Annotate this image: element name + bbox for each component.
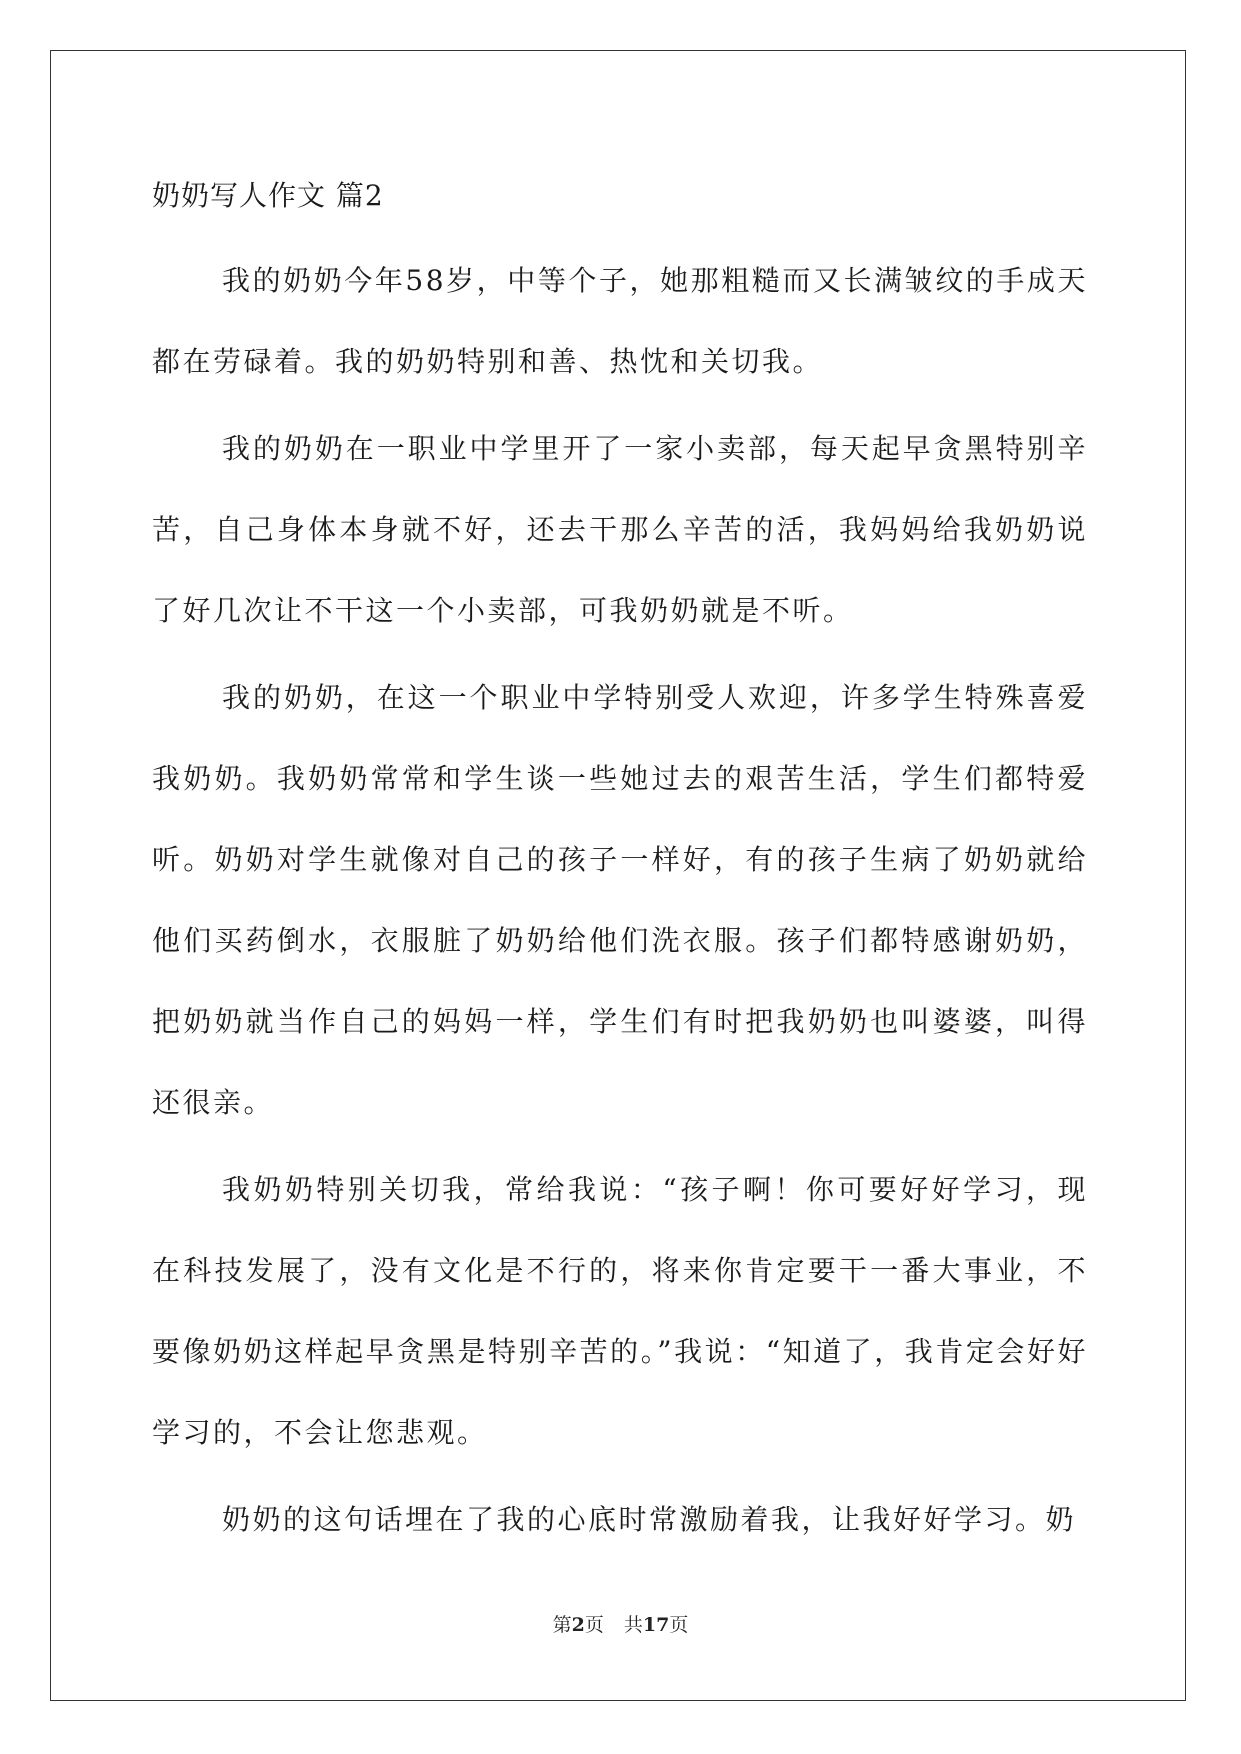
- page-number: 2: [571, 1614, 585, 1636]
- paragraph-5: 奶奶的这句话埋在了我的心底时常激励着我，让我好好学习。奶: [222, 1503, 1077, 1536]
- paragraph-1: 我的奶奶今年58岁，中等个子，她那粗糙而又长满皱纹的手成天都在劳碌着。我的奶奶特别和善、热忱和关切我。: [152, 264, 1088, 378]
- document-title: 奶奶写人作文 篇2: [152, 179, 384, 212]
- page-unit: 页: [584, 1614, 604, 1636]
- page-prefix: 第: [552, 1614, 572, 1636]
- page-footer: [0, 1610, 1241, 1637]
- total-prefix: 共: [623, 1614, 643, 1636]
- document-body: [152, 162, 1088, 1566]
- total-pages: 17: [642, 1614, 670, 1636]
- paragraph-4: 我奶奶特别关切我，常给我说：“孩子啊！你可要好好学习，现在科技发展了，没有文化是不行的，将来你肯定要干一番大事业，不要像奶奶这样起早贪黑是特别辛苦的。”我说：“知道了，我肯定会好好学习的，不会让您悲观。: [152, 1173, 1088, 1449]
- paragraph-2: 我的奶奶在一职业中学里开了一家小卖部，每天起早贪黑特别辛苦，自己身体本身就不好，还去干那么辛苦的活，我妈妈给我奶奶说了好几次让不干这一个小卖部，可我奶奶就是不听。: [152, 432, 1088, 627]
- total-unit: 页: [669, 1614, 689, 1636]
- paragraph-3: 我的奶奶，在这一个职业中学特别受人欢迎，许多学生特殊喜爱我奶奶。我奶奶常常和学生谈一些她过去的艰苦生活，学生们都特爱听。奶奶对学生就像对自己的孩子一样好，有的孩子生病了奶奶就给他们买药倒水，衣服脏了奶奶给他们洗衣服。孩子们都特感谢奶奶，把奶奶就当作自己的妈妈一样，学生们有时把我奶奶也叫婆婆，叫得还很亲。: [152, 681, 1088, 1119]
